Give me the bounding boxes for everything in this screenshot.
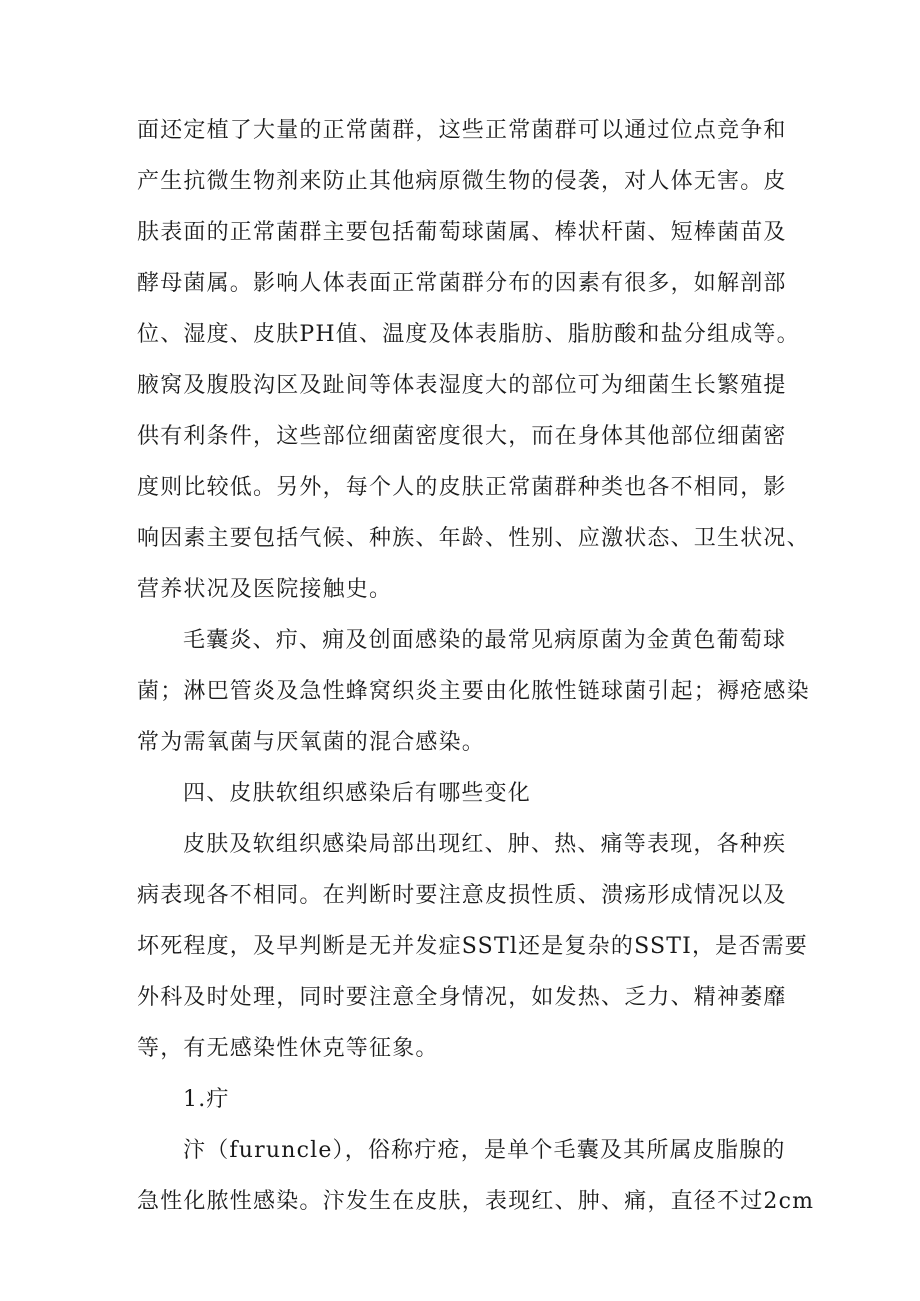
text-line: 度则比较低。另外，每个人的皮肤正常菌群种类也各不相同，影	[137, 475, 787, 500]
text-line: 等，有无感染性休克等征象。	[137, 1036, 439, 1061]
text-line: 汴（furuncle），俗称疔疮，是单个毛囊及其所属皮脂腺的	[183, 1138, 786, 1163]
text-line: 腋窝及腹股沟区及趾间等体表湿度大的部位可为细菌生长繁殖提	[137, 373, 787, 398]
text-line: 肤表面的正常菌群主要包括葡萄球菌属、棒状杆菌、短棒菌苗及	[137, 220, 787, 245]
text-line: 菌；淋巴管炎及急性蜂窝织炎主要由化脓性链球菌引起；褥疮感染	[137, 679, 810, 704]
text-line: 常为需氧菌与厌氧菌的混合感染。	[137, 730, 486, 755]
text-line: 酵母菌属。影响人体表面正常菌群分布的因素有很多，如解剖部	[137, 271, 787, 296]
text-line: 病表现各不相同。在判断时要注意皮损性质、溃疡形成情况以及	[137, 883, 787, 908]
text-line: 位、湿度、皮肤PH值、温度及体表脂肪、脂肪酸和盐分组成等。	[137, 322, 800, 347]
text-line: 产生抗微生物剂来防止其他病原微生物的侵袭，对人体无害。皮	[137, 169, 787, 194]
text-line: 面还定植了大量的正常菌群，这些正常菌群可以通过位点竞争和	[137, 118, 787, 143]
section-heading: 四、皮肤软组织感染后有哪些变化	[183, 781, 532, 806]
text-line: 外科及时处理，同时要注意全身情况，如发热、乏力、精神萎靡	[137, 985, 787, 1010]
text-line: 毛囊炎、疖、痈及创面感染的最常见病原菌为金黄色葡萄球	[183, 628, 787, 653]
text-line: 供有利条件，这些部位细菌密度很大，而在身体其他部位细菌密	[137, 424, 787, 449]
text-line: 营养状况及医院接触史。	[137, 577, 393, 602]
text-line: 响因素主要包括气候、种族、年龄、性别、应激状态、卫生状况、	[137, 526, 810, 551]
text-line: 皮肤及软组织感染局部出现红、肿、热、痛等表现，各种疾	[183, 832, 787, 857]
text-line: 坏死程度，及早判断是无并发症SSTl还是复杂的SSTI，是否需要	[137, 934, 808, 959]
text-line: 急性化脓性感染。汴发生在皮肤，表现红、肿、痛，直径不过2cm	[137, 1189, 815, 1214]
subsection-heading: 1.疔	[183, 1087, 230, 1112]
